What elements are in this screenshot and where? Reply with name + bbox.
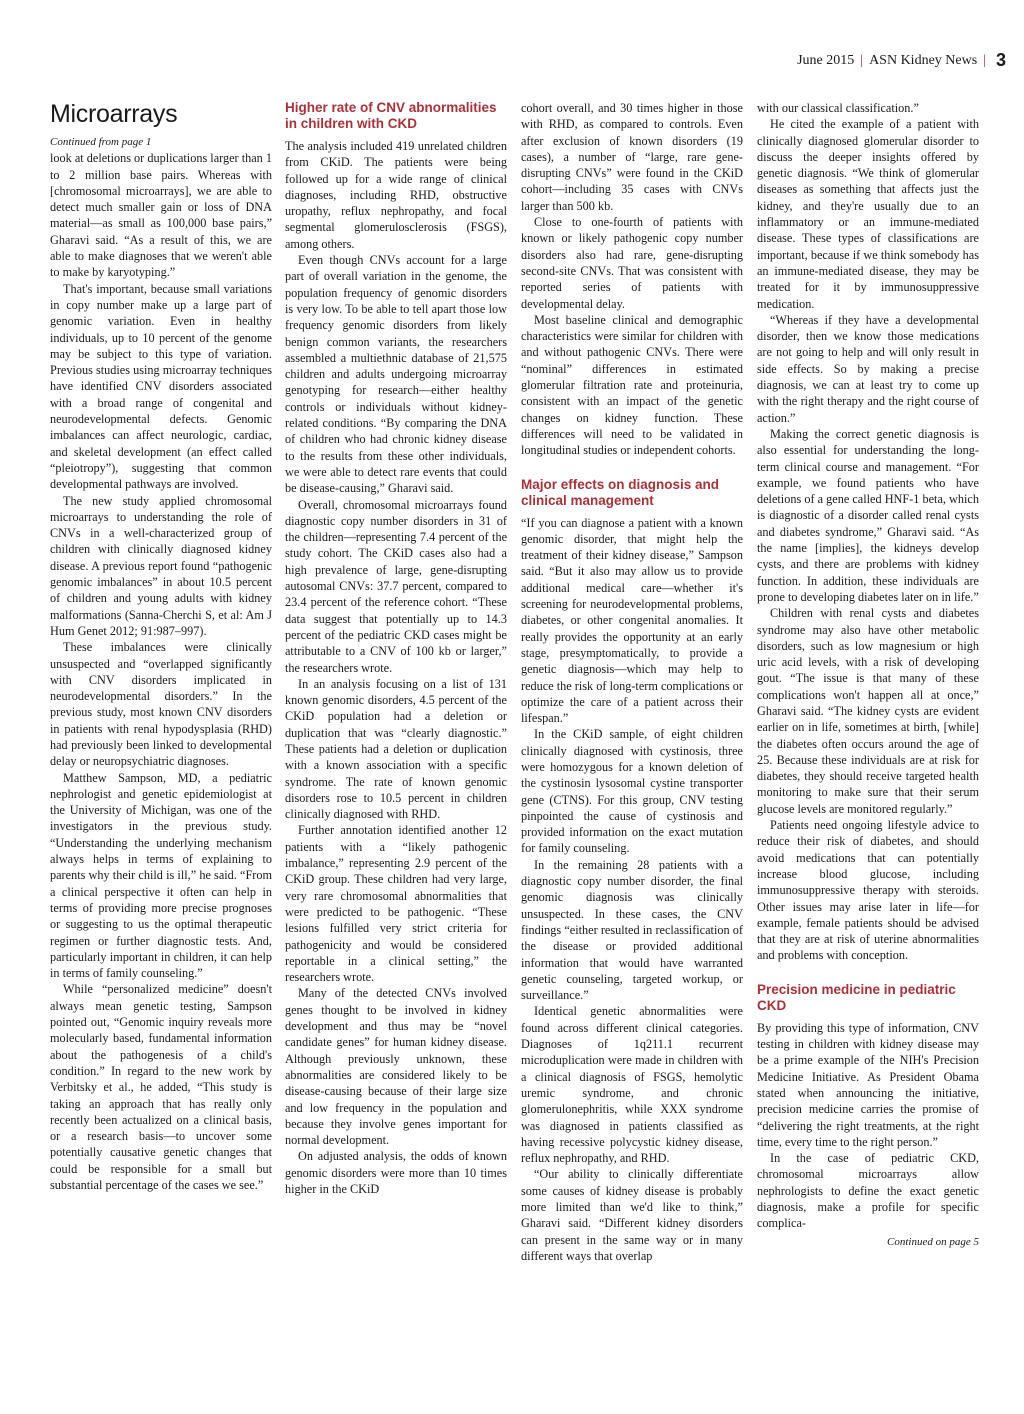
paragraph: look at deletions or duplications larger than 1 to 2 million base pairs. Whereas with [chromosomal microarrays], we are able to detect much smaller gain or loss of DNA material—as small as 100,000 base pairs,” Gharavi said. “As a result of this, we are able to make diagnoses that we weren't able to make by karyotyping.” bbox=[50, 151, 272, 280]
paragraph: Most baseline clinical and demographic characteristics were similar for children with and without pathogenic CNVs. There were “nominal” differences in estimated glomerular filtration rate and proteinuria, consistent with an impact of the genetic changes on kidney function. These differences will need to be validated in longitudinal studies or independent cohorts. bbox=[521, 312, 743, 458]
col3-body-bottom bbox=[521, 515, 743, 1265]
paragraph: with our classical classification.” bbox=[757, 101, 919, 115]
column-1 bbox=[50, 100, 272, 1193]
paragraph: Even though CNVs account for a large part of overall variation in the genome, the population frequency of genomic disorders is very low. To be able to tell apart those low frequency genomic disorders from likely benign common variants, the researchers assembled a multiethnic database of 21,575 children and adults undergoing microarray genotyping for research—either healthy controls or individuals without kidney-related conditions. “By comparing the DNA of children who had chronic kidney disease to the results from these other individuals, we were able to detect rare events that could be disease-causing,” Gharavi said. bbox=[285, 253, 507, 496]
col4-body-bottom bbox=[757, 1020, 979, 1232]
paragraph: Making the correct genetic diagnosis is also essential for understanding the long-term clinical course and management. “For example, we found patients who have deletions of a gene called HNF-1 beta, which is diagnostic of a disorder called renal cysts and diabetes syndrome,” Gharavi said. “As the name [implies], the kidneys develop cysts, and there are problems with kidney function. In addition, these individuals are prone to developing diabetes later on in life.” bbox=[757, 426, 979, 604]
continued-from: Continued from page 1 bbox=[50, 136, 152, 148]
paragraph: “If you can diagnose a patient with a known genomic disorder, that might help the treatment of their kidney disease,” Sampson said. “But it also may allow us to provide additional medical care—whether it's screening for neurodevelopmental problems, diabetes, or other congenital anomalies. It really provides the opportunity at an early stage, presymptomatically, to provide a genetic diagnosis—which may help to reduce the risk of long-term complications or optimize the care of a patient across their lifespan.” bbox=[521, 515, 743, 726]
paragraph: Children with renal cysts and diabetes syndrome may also have other metabolic disorders, such as low magnesium or high uric acid levels, with a risk of developing gout. “The issue is that many of these complications won't happen all at once,” Gharavi said. “The kidney cysts are evident earlier on in life, sometimes at birth, [while] the diabetes often occurs around the age of 25. Because these individuals are at risk for diabetes, they should receive targeted health monitoring to make sure that their serum glucose levels are monitored regularly.” bbox=[757, 606, 979, 816]
paragraph: The new study applied chromosomal microarrays to understanding the role of CNVs in a well-characterized group of children with clinically diagnosed kidney disease. A previous report found “pathogenic genomic imbalances” in about 10.5 percent of children and young adults with kidney malformations (Sanna-Cherchi S, et al: Am J Hum Genet 2012; 91:987–997). bbox=[50, 493, 272, 638]
paragraph: These imbalances were clinically unsuspected and “overlapped significantly with CNV disorders implicated in neurodevelopmental disorders.” In the previous study, most known CNV disorders in patients with renal hypodysplasia (RHD) had previously been linked to developmental delay or neuropsychiatric diagnoses. bbox=[50, 640, 272, 769]
paragraph: On adjusted analysis, the odds of known genomic disorders were more than 10 times higher in the CKiD bbox=[285, 1149, 507, 1196]
col4-body-top bbox=[757, 100, 979, 964]
subhead-major-effects: Major effects on diagnosis and clinical management bbox=[521, 476, 720, 508]
paragraph: Matthew Sampson, MD, a pediatric nephrologist and genetic epidemiologist at the University of Michigan, was one of the investigators in the previous study. “Understanding the underlying mechanism always helps in terms of explaining to parents why their child is ill,” he said. “From a clinical perspective it often can help in terms of providing more precise prognoses or suggesting to us the optimal therapeutic regimen or further diagnostic tests. And, particularly important in children, it can help in terms of family counseling.” bbox=[50, 770, 272, 981]
paragraph: By providing this type of information, CNV testing in children with kidney disease may be a prime example of the NIH's Precision Medicine Initiative. As President Obama stated when announcing the initiative, precision medicine carries the promise of “delivering the right treatments, at the right time, every time to the right person.” bbox=[757, 1020, 979, 1149]
paragraph: “Our ability to clinically differentiate some causes of kidney disease is probably more limited than we'd like to think,” Gharavi said. “Different kidney disorders can present in the same way or in many different ways that overlap bbox=[521, 1167, 743, 1263]
paragraph: In the case of pediatric CKD, chromosomal microarrays allow nephrologists to define the exact genetic diagnosis, make a profile for specific complica- bbox=[757, 1151, 979, 1231]
publication-name: ASN Kidney News bbox=[869, 52, 978, 68]
paragraph: He cited the example of a patient with clinically diagnosed glomerular disorder to discuss the deeper insights offered by genetic diagnosis. “We think of glomerular diseases as something that affects just the kidney, and they're usually due to an inflammatory or an immune-mediated disease. These types of classifications are important, because if we think somebody has an immune-mediated disease, they may be treated for it by immunosuppressive medication. bbox=[757, 117, 979, 311]
paragraph: Close to one-fourth of patients with known or likely pathogenic copy number disorders also had rare, gene-disrupting second-site CNVs. That was consistent with reported series of patients with developmental delay. bbox=[521, 215, 743, 311]
paragraph: “Whereas if they have a developmental disorder, then we know those medications are not going to help and will only result in side effects. So by making a precise diagnosis, we can at least try to come up with the right therapy and the right course of action.” bbox=[757, 312, 979, 425]
paragraph: That's important, because small variations in copy number make up a large part of genomic variation. Even in healthy individuals, up to 10 percent of the genome may be subject to this type of variation. Previous studies using microarray techniques have identified CNV disorders associated with a broad range of congenital and neurodevelopmental defects. Genomic imbalances can affect neurologic, cardiac, and skeletal development (an effect called “pleiotropy”), suggesting that common developmental pathways are involved. bbox=[50, 281, 272, 492]
column-4 bbox=[757, 100, 979, 1250]
paragraph: In an analysis focusing on a list of 131 known genomic disorders, 4.5 percent of the CKiD population had a deletion or duplication that was “clearly diagnostic.” These patients had a deletion or duplication with a known association with a specific syndrome. The rate of known genomic disorders rose to 10.5 percent in children clinically diagnosed with RHD. bbox=[285, 676, 507, 822]
paragraph: The analysis included 419 unrelated children from CKiD. The patients were being followed up for a wide range of clinical diagnoses, including RHD, obstructive uropathy, reflux nephropathy, and focal segmental glomerulosclerosis (FSGS), among others. bbox=[285, 139, 507, 251]
column-2 bbox=[285, 100, 507, 1197]
running-header bbox=[797, 50, 1006, 71]
paragraph: While “personalized medicine” doesn't always mean genetic testing, Sampson pointed out, “Genomic inquiry reveals more molecularly based, fundamental information about the pathogenesis of a child's condition.” In regard to the new work by Verbitsky et al., he added, “This study is taking an approach that has really only recently been actualized on a clinical basis, or a research basis—to uncover some potentially causative genetic changes that could be responsible for a small but substantial percentage of the cases we see.” bbox=[50, 982, 272, 1192]
paragraph: Overall, chromosomal microarrays found diagnostic copy number disorders in 31 of the children—representing 7.4 percent of the study cohort. The CKiD cases also had a high prevalence of large, gene-disrupting autosomal CNVs: 37.7 percent, compared to 23.4 percent of the reference cohort. “These data suggest that potentially up to 14.3 percent of the pediatric CKD cases might be attributable to a CNV of 100 kb or larger,” the researchers wrote. bbox=[285, 497, 507, 675]
subhead-precision-medicine: Precision medicine in pediatric CKD bbox=[757, 981, 956, 1013]
col2-body bbox=[285, 138, 507, 1197]
subhead-higher-rate: Higher rate of CNV abnormalities in children with CKD bbox=[285, 100, 497, 131]
column-3 bbox=[521, 100, 743, 1264]
paragraph: Further annotation identified another 12 patients with a “likely pathogenic imbalance,” representing 2.9 percent of the CKiD group. These children had very large, very rare chromosomal abnormalities that were predicted to be pathogenic. “These lesions fulfilled very strict criteria for pathogenicity and would be considered reportable in a clinical setting,” the researchers wrote. bbox=[285, 823, 507, 985]
issue-date: June 2015 bbox=[797, 52, 855, 68]
article-title: Microarrays bbox=[50, 100, 178, 128]
col3-body-top bbox=[521, 100, 743, 459]
page-number: 3 bbox=[995, 50, 1006, 70]
col1-body bbox=[50, 150, 272, 1193]
header-separator: | bbox=[983, 52, 986, 68]
paragraph: In the CKiD sample, of eight children clinically diagnosed with cystinosis, three were homozygous for a known deletion of the cystinosin lysosomal cystine transporter gene (CTNS). For this group, CNV testing pinpointed the cause of cystinosis and provided information on the exact mutation for family counseling. bbox=[521, 727, 743, 856]
paragraph: Patients need ongoing lifestyle advice to reduce their risk of diabetes, and should avoid medications that can potentially increase blood glucose, including immunosuppressive therapy with steroids. Other issues may arise later in life—for example, female patients should be advised that they are at risk of uterine abnormalities and problems with conception. bbox=[757, 818, 979, 963]
paragraph: In the remaining 28 patients with a diagnostic copy number disorder, the final genomic diagnosis was clinically unsuspected. In these cases, the CNV findings “either resulted in reclassification of the disease or provided additional information that would have warranted genetic counseling, targeted workup, or surveillance.” bbox=[521, 857, 743, 1003]
continued-on: Continued on page 5 bbox=[887, 1235, 979, 1248]
header-separator: | bbox=[860, 52, 864, 68]
paragraph: Many of the detected CNVs involved genes thought to be involved in kidney development and thus may be “novel candidate genes” for human kidney disease. Although previously unknown, these abnormalities are considered likely to be disease-causing because of their large size and low frequency in the population and because they involve genes important for normal development. bbox=[285, 986, 507, 1148]
paragraph: cohort overall, and 30 times higher in those with RHD, as compared to controls. Even after exclusion of known disorders (19 cases), a number of “large, rare gene-disrupting CNVs” were found in the CKiD cohort—including 35 cases with CNVs larger than 500 kb. bbox=[521, 101, 743, 213]
paragraph: Identical genetic abnormalities were found across different clinical categories. Diagnoses of 1q211.1 recurrent microduplication were made in children with a clinical diagnosis of FSGS, hemolytic uremic syndrome, and chronic glomerulonephritis, while XXX syndrome was diagnosed in patients classified as having recessive polycystic kidney disease, reflux nephropathy, and RHD. bbox=[521, 1004, 743, 1166]
